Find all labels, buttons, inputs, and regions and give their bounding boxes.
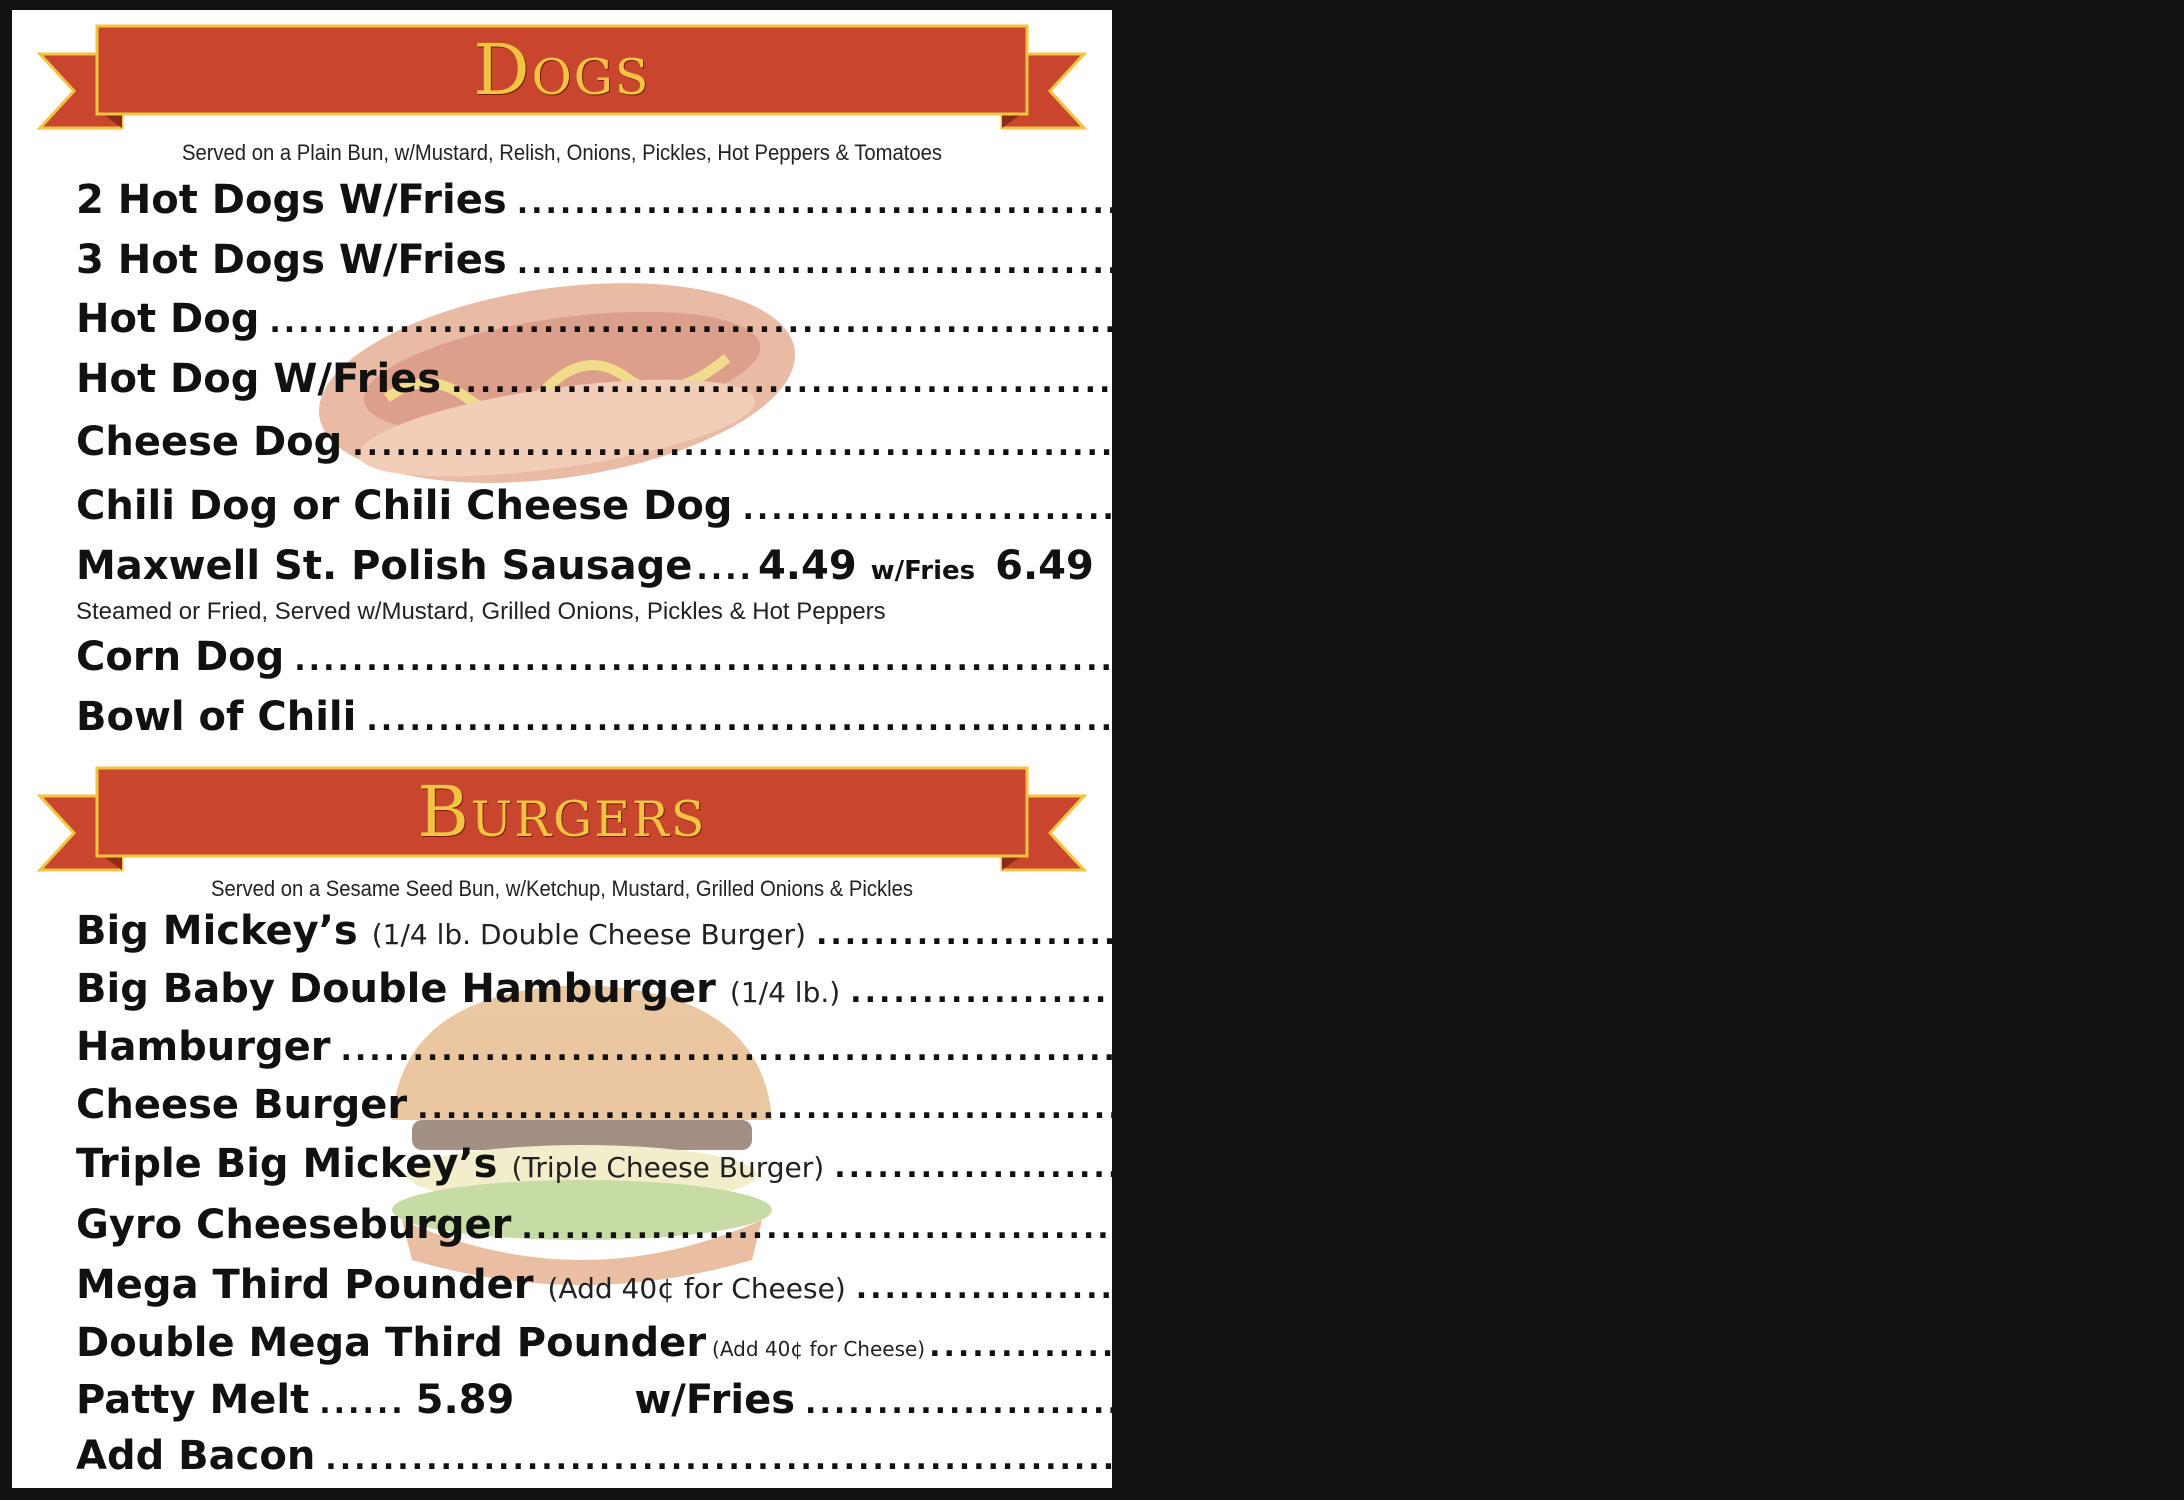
item-note: (Add 40¢ for Cheese) [547, 1272, 846, 1305]
dogs-title: Dogs [473, 29, 651, 111]
menu-item-gyro-cheeseburger: Gyro Cheeseburger ................................................................................ 4.99 [76, 1197, 1046, 1253]
item-price: 4.99 [1683, 1202, 1782, 1248]
menu-board [12, 10, 2184, 1488]
item-price: 2.69 [1456, 634, 1555, 680]
item-price: 4.59 [2017, 1262, 2117, 1308]
burgers-banner [12, 766, 1112, 876]
menu-item-double-mega-third-pounder: Double Mega Third Pounder (Add 40¢ for Cheese) ................................................................................ 5.99 [76, 1315, 1046, 1371]
menu-item-add-bacon: Add Bacon ................................................................................ 1.20 [76, 1428, 1046, 1484]
menu-item-cheese-dog: Cheese Dog ................................................................................ 3.49 [76, 414, 1046, 470]
menu-item-big-mickeys: Big Mickey’s (1/4 lb. Double Cheese Burger) ................................................................................ 2.99 [76, 903, 1046, 959]
burgers-subtitle: Served on a Sesame Seed Bun, w/Ketchup, Mustard, Grilled Onions & Pickles [210, 876, 914, 901]
menu-item-hot-dog-fries: Hot Dog W/Fries ................................................................................ 4.99 [76, 351, 1046, 407]
item-price: 8.49 [1678, 237, 1778, 283]
menu-item-chili-dog: Chili Dog or Chili Cheese Dog ................................................................................ 3.49 [76, 478, 1046, 534]
item-note: (1/4 lb.) [729, 976, 841, 1009]
menu-item-big-baby-double: Big Baby Double Hamburger (1/4 lb.) ................................................................................ 2.99 [76, 961, 1046, 1017]
dogs-subtitle: Served on a Plain Bun, w/Mustard, Relish, Onions, Pickles, Hot Peppers & Tomatoes [181, 140, 943, 165]
item-note: (Add 40¢ for Cheese) [712, 1337, 926, 1361]
item-price: 2.99 [2011, 966, 2111, 1012]
fries-price: 7.69 [1966, 1377, 2066, 1423]
menu-item-hamburger: Hamburger ................................................................................ 2.39 [76, 1019, 1046, 1075]
item-price: 1.20 [1487, 1433, 1586, 1479]
item-price: 5.99 [2084, 1320, 2184, 1366]
item-price: 3.25 [1431, 296, 1530, 342]
item-price: 2.99 [1977, 908, 2077, 954]
menu-item-polish-sausage: Maxwell St. Polish Sausage .... 4.49 w/Fries 6.49 [76, 538, 1046, 594]
fries-price: 6.49 [995, 543, 1094, 589]
item-price: 4.59 [1995, 1141, 2095, 1187]
menu-item-corn-dog: Corn Dog ................................................................................ 2.69 [76, 629, 1046, 685]
menu-item-bowl-of-chili: Bowl of Chili ................................................................................ 2.99 [76, 689, 1046, 745]
item-price: 5.89 [415, 1377, 515, 1423]
menu-item-patty-melt: Patty Melt ...... 5.89 w/Fries ................................................................................ 7.69 [76, 1372, 1046, 1428]
dogs-banner [12, 24, 1112, 134]
fries-label: w/Fries [870, 556, 976, 586]
menu-item-cheese-burger: Cheese Burger ................................................................................ 2.49 [76, 1077, 1046, 1133]
item-price: 7.49 [1678, 177, 1778, 223]
item-price: 2.39 [1502, 1024, 1601, 1070]
item-price: 2.49 [1578, 1082, 1678, 1128]
menu-item-mega-third-pounder: Mega Third Pounder (Add 40¢ for Cheese) ................................................................................ 4.59 [76, 1257, 1046, 1313]
menu-item-triple-big-mickeys: Triple Big Mickey’s (Triple Cheese Burger) ................................................................................ 4.59 [76, 1136, 1046, 1192]
polish-description: Steamed or Fried, Served w/Mustard, Grilled Onions, Pickles & Hot Peppers [76, 598, 886, 625]
burgers-title: Burgers [417, 771, 707, 853]
item-price: 4.99 [1612, 356, 1712, 402]
item-price: 3.49 [1514, 419, 1613, 465]
menu-item-hot-dog: Hot Dog ................................................................................ 3.25 [76, 291, 1046, 347]
item-price: 2.99 [1528, 694, 1627, 740]
item-note: (1/4 lb. Double Cheese Burger) [371, 918, 806, 951]
menu-item-2-hot-dogs-fries: 2 Hot Dogs W/Fries ................................................................................ 7.49 [76, 172, 1046, 228]
item-price: 4.49 [757, 543, 857, 589]
fries-label: w/Fries [634, 1377, 796, 1423]
item-note: (Triple Cheese Burger) [511, 1151, 825, 1184]
menu-item-3-hot-dogs-fries: 3 Hot Dogs W/Fries ................................................................................ 8.49 [76, 232, 1046, 288]
item-price: 3.49 [1904, 483, 2003, 529]
